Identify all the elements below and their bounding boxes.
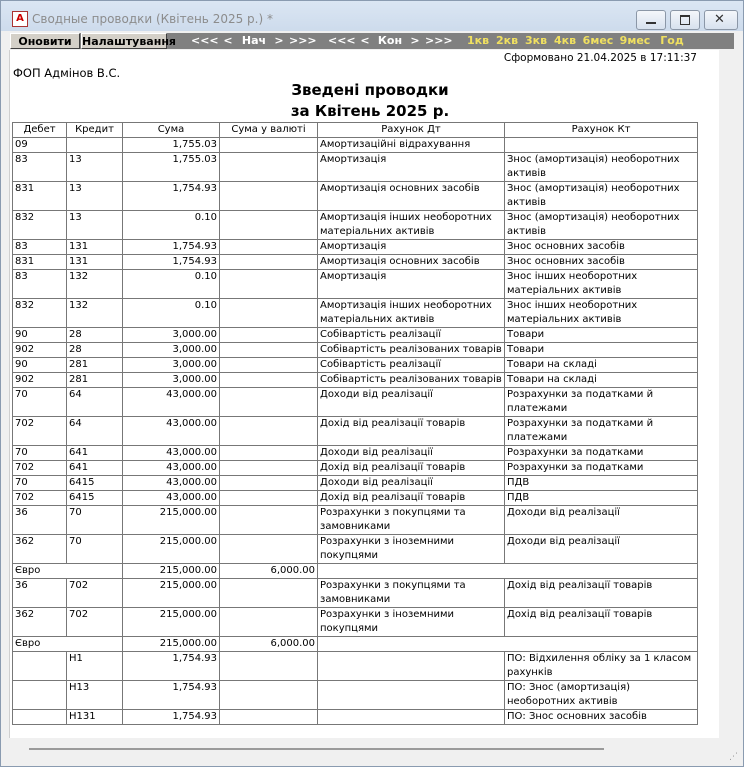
credit-cell: 702 <box>67 608 123 637</box>
currency-sum-cell <box>220 710 318 725</box>
resize-grip-icon[interactable]: ⋰ <box>729 752 738 762</box>
currency-sum-cell <box>220 535 318 564</box>
credit-cell: 28 <box>67 343 123 358</box>
end-first-button[interactable]: <<< <box>328 34 356 47</box>
sum-cell: 1,754.93 <box>123 240 220 255</box>
account-dt-cell: Амортизація <box>318 240 505 255</box>
quarter-3-button[interactable]: 3кв <box>524 34 548 47</box>
minimize-button[interactable] <box>636 10 666 30</box>
currency-sum-cell <box>220 182 318 211</box>
currency-sum-cell: 6,000.00 <box>220 637 318 652</box>
account-kt-cell: Товари <box>505 328 698 343</box>
table-row[interactable] <box>13 328 698 343</box>
table-row[interactable] <box>13 182 698 211</box>
end-period-button[interactable]: Кон <box>377 34 403 47</box>
col-header-account-kt[interactable]: Рахунок Кт <box>505 123 698 138</box>
currency-sum-cell <box>220 373 318 388</box>
table-row[interactable] <box>13 299 698 328</box>
account-kt-cell: ПДВ <box>505 476 698 491</box>
quarter-2-button[interactable]: 2кв <box>495 34 519 47</box>
maximize-icon <box>680 15 690 25</box>
quarter-4-button[interactable]: 4кв <box>553 34 577 47</box>
account-kt-cell: Розрахунки за податками <box>505 446 698 461</box>
table-row[interactable] <box>13 535 698 564</box>
sum-cell: 3,000.00 <box>123 358 220 373</box>
currency-label-cell: Євро <box>13 637 123 652</box>
account-dt-cell <box>318 681 505 710</box>
app-document-icon[interactable]: A <box>12 11 28 27</box>
account-dt-cell: Розрахунки з покупцями та замовниками <box>318 579 505 608</box>
credit-cell: 702 <box>67 579 123 608</box>
debit-cell: 902 <box>13 343 67 358</box>
account-dt-cell: Амортизаційні відрахування <box>318 138 505 153</box>
currency-sum-cell <box>220 388 318 417</box>
debit-cell: 36 <box>13 506 67 535</box>
account-kt-cell: ПО: Відхилення обліку за 1 класом рахунків <box>505 652 698 681</box>
col-header-credit[interactable]: Кредит <box>67 123 123 138</box>
currency-sum-cell <box>220 506 318 535</box>
debit-cell: 902 <box>13 373 67 388</box>
generated-timestamp: Сформовано 21.04.2025 в 17:11:37 <box>503 52 697 64</box>
report-toolbar <box>10 33 734 49</box>
currency-sum-cell <box>220 328 318 343</box>
sum-cell: 1,754.93 <box>123 681 220 710</box>
start-next-button[interactable]: > <box>271 33 287 49</box>
close-button[interactable] <box>704 10 738 30</box>
account-dt-cell: Розрахунки з покупцями та замовниками <box>318 506 505 535</box>
credit-cell: 6415 <box>67 491 123 506</box>
currency-sum-cell <box>220 240 318 255</box>
currency-sum-cell <box>220 358 318 373</box>
currency-sum-cell <box>220 461 318 476</box>
sum-cell: 43,000.00 <box>123 388 220 417</box>
sum-cell: 43,000.00 <box>123 417 220 446</box>
table-row[interactable] <box>13 388 698 417</box>
end-next-button[interactable]: > <box>407 33 423 49</box>
col-header-sum[interactable]: Сума <box>123 123 220 138</box>
debit-cell: 832 <box>13 299 67 328</box>
account-kt-cell: Товари на складі <box>505 373 698 388</box>
debit-cell: 83 <box>13 240 67 255</box>
currency-sum-cell <box>220 491 318 506</box>
credit-cell: 70 <box>67 506 123 535</box>
months-6-button[interactable]: 6мес <box>582 34 614 47</box>
account-dt-cell <box>318 710 505 725</box>
account-kt-cell: Товари <box>505 343 698 358</box>
entries-table-body <box>13 138 698 725</box>
account-kt-cell: Розрахунки за податками <box>505 461 698 476</box>
currency-sum-cell <box>220 608 318 637</box>
debit-cell: 90 <box>13 328 67 343</box>
account-dt-cell: Розрахунки з іноземними покупцями <box>318 608 505 637</box>
table-row[interactable] <box>13 461 698 476</box>
currency-sum-cell <box>220 255 318 270</box>
account-kt-cell: Дохід від реалізації товарів <box>505 608 698 637</box>
sum-cell: 215,000.00 <box>123 564 220 579</box>
sum-cell: 0.10 <box>123 299 220 328</box>
currency-sum-cell <box>220 138 318 153</box>
months-9-button[interactable]: 9мес <box>619 34 651 47</box>
col-header-debit[interactable]: Дебет <box>13 123 67 138</box>
credit-cell: 641 <box>67 461 123 476</box>
debit-cell: 831 <box>13 255 67 270</box>
account-dt-cell: Собівартість реалізації <box>318 328 505 343</box>
minimize-icon <box>646 22 656 24</box>
account-kt-cell: Знос (амортизація) необоротних активів <box>505 153 698 182</box>
currency-sum-cell: 6,000.00 <box>220 564 318 579</box>
table-row[interactable] <box>13 710 698 725</box>
table-row[interactable] <box>13 506 698 535</box>
account-kt-cell: Доходи від реалізації <box>505 506 698 535</box>
account-dt-cell: Доходи від реалізації <box>318 446 505 461</box>
maximize-button[interactable] <box>670 10 700 30</box>
credit-cell: 281 <box>67 373 123 388</box>
table-header-row <box>13 123 698 138</box>
account-kt-cell: Знос (амортизація) необоротних активів <box>505 211 698 240</box>
account-kt-cell: Знос інших необоротних матеріальних активів <box>505 299 698 328</box>
table-row[interactable] <box>13 211 698 240</box>
debit-cell <box>13 710 67 725</box>
sum-cell: 215,000.00 <box>123 506 220 535</box>
credit-cell: 13 <box>67 182 123 211</box>
debit-cell: 83 <box>13 270 67 299</box>
sum-cell: 215,000.00 <box>123 579 220 608</box>
credit-cell: 132 <box>67 299 123 328</box>
account-dt-cell: Амортизація інших необоротних матеріальних активів <box>318 299 505 328</box>
account-dt-cell: Амортизація інших необоротних матеріальних активів <box>318 211 505 240</box>
sum-cell: 1,754.93 <box>123 652 220 681</box>
table-row[interactable] <box>13 373 698 388</box>
sum-cell: 1,754.93 <box>123 255 220 270</box>
report-title: Зведені проводки <box>291 81 449 99</box>
credit-cell: Н13 <box>67 681 123 710</box>
sum-cell: 215,000.00 <box>123 637 220 652</box>
account-dt-cell: Дохід від реалізації товарів <box>318 417 505 446</box>
credit-cell: 64 <box>67 417 123 446</box>
credit-cell: 641 <box>67 446 123 461</box>
table-row[interactable] <box>13 681 698 710</box>
empty-cell <box>318 637 698 652</box>
table-row[interactable] <box>13 491 698 506</box>
sum-cell: 0.10 <box>123 211 220 240</box>
table-row[interactable] <box>13 240 698 255</box>
account-kt-cell: ПО: Знос основних засобів <box>505 710 698 725</box>
table-row[interactable] <box>13 153 698 182</box>
debit-cell: 362 <box>13 535 67 564</box>
start-first-button[interactable]: <<< <box>191 34 219 47</box>
end-prev-button[interactable]: < <box>356 33 374 49</box>
account-dt-cell: Собівартість реалізації <box>318 358 505 373</box>
account-dt-cell: Собівартість реалізованих товарів <box>318 343 505 358</box>
account-kt-cell: Знос інших необоротних матеріальних активів <box>505 270 698 299</box>
credit-cell: Н1 <box>67 652 123 681</box>
currency-sum-cell <box>220 299 318 328</box>
debit-cell: 702 <box>13 417 67 446</box>
debit-cell: 83 <box>13 153 67 182</box>
account-dt-cell: Дохід від реалізації товарів <box>318 491 505 506</box>
window-title: Сводные проводки (Квітень 2025 р.) * <box>32 12 273 26</box>
debit-cell: 09 <box>13 138 67 153</box>
title-bar[interactable] <box>1 1 743 31</box>
sum-cell: 43,000.00 <box>123 461 220 476</box>
debit-cell <box>13 652 67 681</box>
debit-cell: 831 <box>13 182 67 211</box>
table-row[interactable] <box>13 564 698 579</box>
table-row[interactable] <box>13 476 698 491</box>
sum-cell: 1,755.03 <box>123 138 220 153</box>
start-prev-button[interactable]: < <box>219 33 237 49</box>
debit-cell: 70 <box>13 446 67 461</box>
account-dt-cell: Амортизація <box>318 153 505 182</box>
debit-cell: 362 <box>13 608 67 637</box>
account-dt-cell: Розрахунки з іноземними покупцями <box>318 535 505 564</box>
account-dt-cell: Доходи від реалізації <box>318 476 505 491</box>
sum-cell: 1,755.03 <box>123 153 220 182</box>
account-kt-cell <box>505 138 698 153</box>
col-header-currency-sum[interactable]: Сума у валюті <box>220 123 318 138</box>
account-kt-cell: Розрахунки за податками й платежами <box>505 417 698 446</box>
credit-cell: 28 <box>67 328 123 343</box>
table-row[interactable] <box>13 608 698 637</box>
sum-cell: 43,000.00 <box>123 446 220 461</box>
currency-sum-cell <box>220 211 318 240</box>
account-kt-cell: Знос (амортизація) необоротних активів <box>505 182 698 211</box>
start-period-button[interactable]: Нач <box>241 34 267 47</box>
debit-cell: 70 <box>13 388 67 417</box>
company-name: ФОП Адмінов В.С. <box>13 66 121 80</box>
account-kt-cell: Дохід від реалізації товарів <box>505 579 698 608</box>
currency-sum-cell <box>220 153 318 182</box>
credit-cell: 13 <box>67 153 123 182</box>
account-kt-cell: ПО: Знос (амортизація) необоротних активів <box>505 681 698 710</box>
quarter-1-button[interactable]: 1кв <box>466 34 490 47</box>
debit-cell: 702 <box>13 491 67 506</box>
credit-cell: 132 <box>67 270 123 299</box>
table-row[interactable] <box>13 358 698 373</box>
credit-cell: 131 <box>67 240 123 255</box>
credit-cell: 6415 <box>67 476 123 491</box>
table-row[interactable] <box>13 637 698 652</box>
currency-sum-cell <box>220 446 318 461</box>
currency-sum-cell <box>220 270 318 299</box>
account-kt-cell: Розрахунки за податками й платежами <box>505 388 698 417</box>
account-dt-cell: Дохід від реалізації товарів <box>318 461 505 476</box>
settings-button[interactable]: Налаштування <box>82 35 176 48</box>
table-row[interactable] <box>13 579 698 608</box>
sum-cell: 3,000.00 <box>123 373 220 388</box>
table-row[interactable] <box>13 417 698 446</box>
currency-sum-cell <box>220 681 318 710</box>
debit-cell: 70 <box>13 476 67 491</box>
currency-sum-cell <box>220 476 318 491</box>
sum-cell: 43,000.00 <box>123 476 220 491</box>
account-kt-cell: ПДВ <box>505 491 698 506</box>
table-row[interactable] <box>13 343 698 358</box>
account-kt-cell: Доходи від реалізації <box>505 535 698 564</box>
report-period: за Квітень 2025 р. <box>290 102 450 120</box>
close-icon: ✕ <box>714 12 725 27</box>
debit-cell: 36 <box>13 579 67 608</box>
account-dt-cell: Амортизація основних засобів <box>318 255 505 270</box>
account-kt-cell: Знос основних засобів <box>505 240 698 255</box>
debit-cell <box>13 681 67 710</box>
refresh-button[interactable]: Оновити <box>10 33 80 49</box>
debit-cell: 832 <box>13 211 67 240</box>
credit-cell: 70 <box>67 535 123 564</box>
sum-cell: 3,000.00 <box>123 343 220 358</box>
table-row[interactable] <box>13 446 698 461</box>
account-dt-cell: Доходи від реалізації <box>318 388 505 417</box>
start-last-button[interactable]: >>> <box>289 34 317 47</box>
report-area[interactable] <box>9 50 719 738</box>
sum-cell: 0.10 <box>123 270 220 299</box>
account-dt-cell <box>318 652 505 681</box>
sum-cell: 43,000.00 <box>123 491 220 506</box>
sum-cell: 1,754.93 <box>123 710 220 725</box>
account-dt-cell: Собівартість реалізованих товарів <box>318 373 505 388</box>
year-button[interactable]: Год <box>657 33 687 49</box>
credit-cell: Н131 <box>67 710 123 725</box>
col-header-account-dt[interactable]: Рахунок Дт <box>318 123 505 138</box>
debit-cell: 702 <box>13 461 67 476</box>
entries-table <box>12 122 698 725</box>
end-last-button[interactable]: >>> <box>425 34 453 47</box>
credit-cell: 13 <box>67 211 123 240</box>
account-kt-cell: Товари на складі <box>505 358 698 373</box>
credit-cell <box>67 138 123 153</box>
sum-cell: 215,000.00 <box>123 535 220 564</box>
debit-cell: 90 <box>13 358 67 373</box>
sum-cell: 3,000.00 <box>123 328 220 343</box>
sum-cell: 215,000.00 <box>123 608 220 637</box>
credit-cell: 131 <box>67 255 123 270</box>
empty-cell <box>318 564 698 579</box>
scrollbar-thumb[interactable] <box>29 748 604 750</box>
currency-label-cell: Євро <box>13 564 123 579</box>
account-kt-cell: Знос основних засобів <box>505 255 698 270</box>
table-row[interactable] <box>13 652 698 681</box>
currency-sum-cell <box>220 417 318 446</box>
account-dt-cell: Амортизація основних засобів <box>318 182 505 211</box>
table-row[interactable] <box>13 270 698 299</box>
credit-cell: 281 <box>67 358 123 373</box>
horizontal-scrollbar[interactable] <box>9 741 719 757</box>
sum-cell: 1,754.93 <box>123 182 220 211</box>
credit-cell: 64 <box>67 388 123 417</box>
currency-sum-cell <box>220 652 318 681</box>
table-row[interactable] <box>13 138 698 153</box>
currency-sum-cell <box>220 579 318 608</box>
account-dt-cell: Амортизація <box>318 270 505 299</box>
table-row[interactable] <box>13 255 698 270</box>
currency-sum-cell <box>220 343 318 358</box>
